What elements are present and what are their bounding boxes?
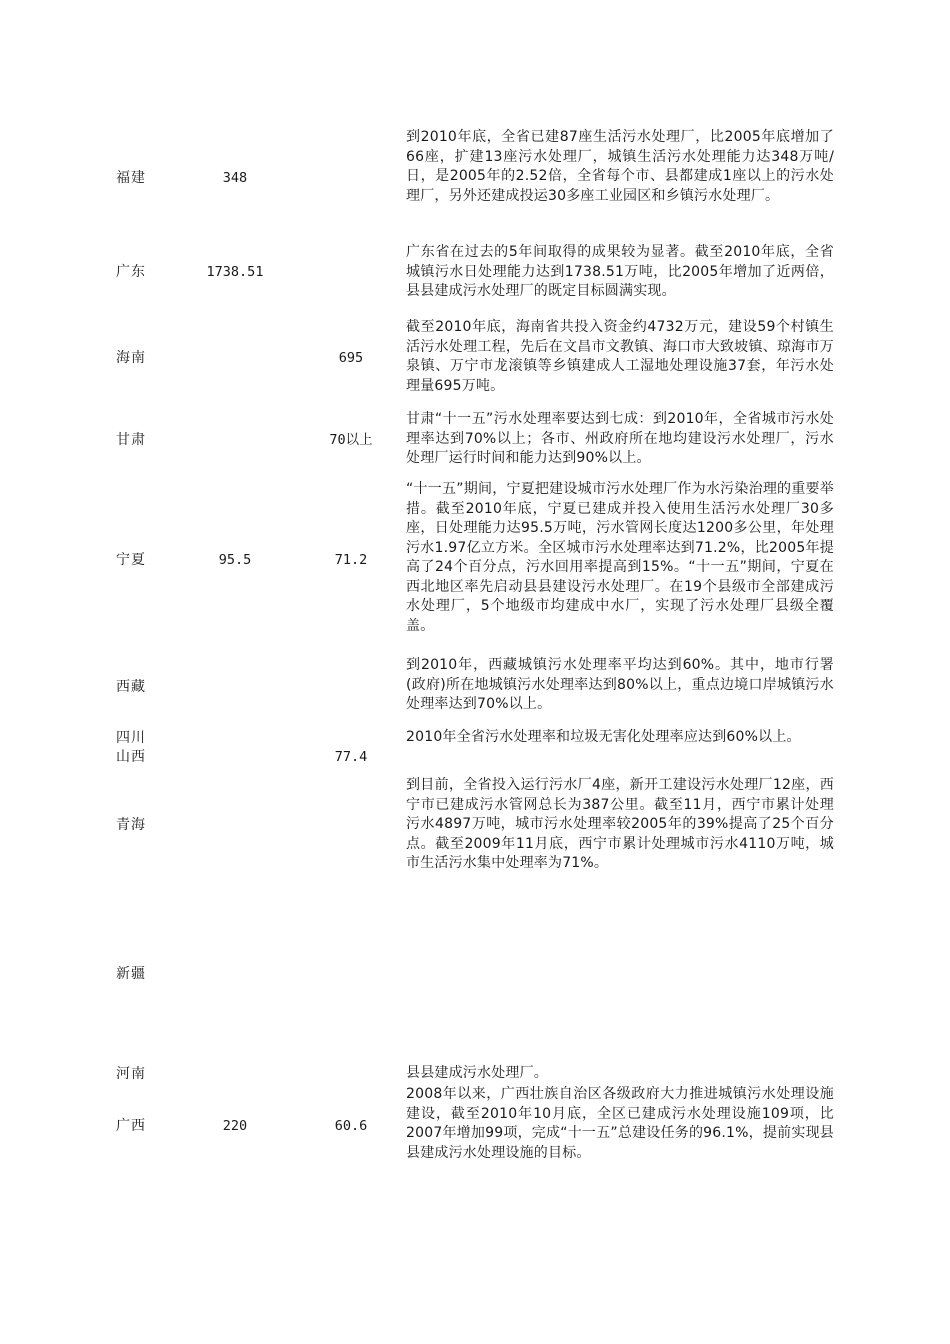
description-text: 截至2010年底，海南省共投入资金约4732万元，建设59个村镇生活污水处理工程，先后在文昌市文教镇、海口市大致坡镇、琼海市万泉镇、万宁市龙滚镇等乡镇建成人工湿地处理设施37套，年污水处理量695万吨。 [406, 319, 834, 394]
province-label: 新疆 [116, 966, 146, 982]
description-text: 到目前，全省投入运行污水厂4座，新开工建设污水处理厂12座，西宁市已建成污水管网总长为387公里。截至11月，西宁市累计处理污水4897万吨，城市污水处理率较2005年的39%提高了25个百分点。截至2009年11月底，西宁市累计处理城市污水4110万吨，城市生活污水集中处理率为71%。 [406, 777, 834, 871]
province-label: 福建 [116, 170, 146, 186]
province-label: 西藏 [116, 679, 146, 695]
description-text: 甘肃“十一五”污水处理率要达到七成：到2010年，全省城市污水处理率达到70%以上；各市、州政府所在地均建设污水处理厂，污水处理厂运行时间和能力达到90%以上。 [406, 411, 834, 466]
description-text: 广东省在过去的5年间取得的成果较为显著。截至2010年底，全省城镇污水日处理能力达到1738.51万吨，比2005年增加了近两倍，县县建成污水处理厂的既定目标圆满实现。 [406, 244, 834, 299]
province-label: 山西 [116, 749, 146, 765]
capacity-value: 220 [222, 1118, 248, 1134]
description-text: 县县建成污水处理厂。 [406, 1065, 548, 1081]
description-text: 2010年全省污水处理率和垃圾无害化处理率应达到60%以上。 [406, 729, 801, 745]
description-text: 到2010年，西藏城镇污水处理率平均达到60%。其中，地市行署(政府)所在地城镇污水处理率达到80%以上，重点边境口岸城镇污水处理率达到70%以上。 [406, 657, 834, 712]
rate-value: 695 [338, 350, 364, 366]
rate-value: 70以上 [329, 432, 373, 448]
province-label: 宁夏 [116, 552, 146, 568]
province-label: 广西 [116, 1118, 146, 1134]
description-text: 2008年以来，广西壮族自治区各级政府大力推进城镇污水处理设施建设，截至2010年10月底，全区已建成污水处理设施109项，比2007年增加99项，完成“十一五”总建设任务的96.1%，提前实现县县建成污水处理设施的目标。 [406, 1086, 834, 1161]
description-text: “十一五”期间，宁夏把建设城市污水处理厂作为水污染治理的重要举措。截至2010年底，宁夏已建成并投入使用生活污水处理厂30多座，日处理能力达95.5万吨，污水管网长度达1200多公里，年处理污水1.97亿立方米。全区城市污水处理率达到71.2%，比2005年提高了24个百分点，污水回用率提高到15%。“十一五”期间，宁夏在西北地区率先启动县县建设污水处理厂。在19个县级市全部建成污水处理厂，5个地级市均建成中水厂，实现了污水处理厂县级全覆盖。 [406, 481, 834, 634]
capacity-value: 1738.51 [206, 264, 264, 280]
capacity-value: 95.5 [218, 552, 252, 568]
province-label: 海南 [116, 350, 146, 366]
rate-value: 71.2 [334, 552, 368, 568]
description-text: 到2010年底，全省已建87座生活污水处理厂，比2005年底增加了66座，扩建13座污水处理厂，城镇生活污水处理能力达348万吨/日，是2005年的2.52倍，全省每个市、县都建成1座以上的污水处理厂，另外还建成投运30多座工业园区和乡镇污水处理厂。 [406, 129, 834, 204]
province-label: 甘肃 [116, 432, 146, 448]
rate-value: 60.6 [334, 1118, 368, 1134]
capacity-value: 348 [222, 170, 248, 186]
rate-value: 77.4 [334, 749, 368, 765]
province-label: 四川 [116, 730, 146, 746]
province-label: 青海 [116, 817, 146, 833]
province-label: 河南 [116, 1066, 146, 1082]
province-label: 广东 [116, 264, 146, 280]
